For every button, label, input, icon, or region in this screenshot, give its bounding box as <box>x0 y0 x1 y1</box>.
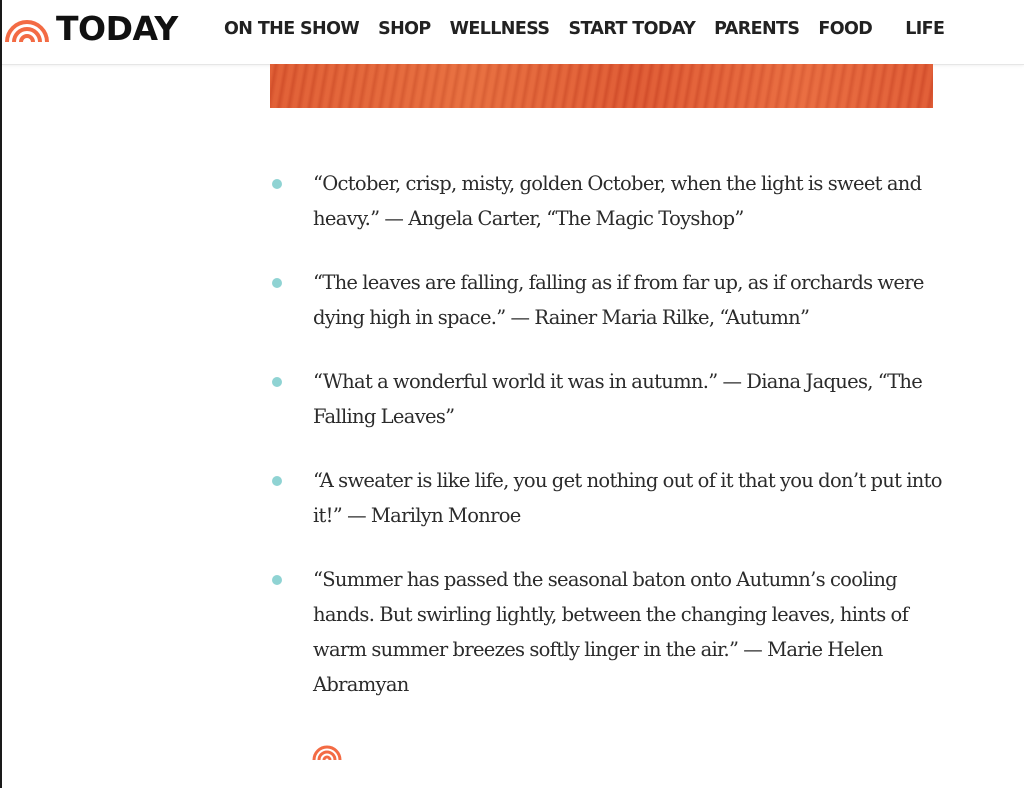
today-logo[interactable] <box>4 9 178 48</box>
quote-text: “Summer has passed the seasonal baton onto Autumn’s cooling hands. But swirling lightly, between the changing leaves, hints of warm summer breezes softly linger in the air.” — Marie Helen Abramyan <box>313 568 909 696</box>
quote-text: “A sweater is like life, you get nothing out of it that you don’t put into it!” — Marilyn Monroe <box>313 469 942 527</box>
nav-item-on-the-show[interactable]: ON THE SHOW <box>224 19 360 39</box>
bullet-dot-icon <box>272 575 282 585</box>
bullet-dot-icon <box>272 179 282 189</box>
site-header <box>2 0 1024 65</box>
logo-wordmark: TODAY <box>56 9 178 48</box>
list-item <box>270 463 950 533</box>
rainbow-end-icon <box>312 744 342 760</box>
list-item <box>270 364 950 434</box>
hero-image <box>270 64 933 108</box>
rainbow-logo-icon <box>4 16 50 42</box>
bullet-dot-icon <box>272 377 282 387</box>
bullet-dot-icon <box>272 476 282 486</box>
quote-text: “October, crisp, misty, golden October, when the light is sweet and heavy.” — Angela Carter, “The Magic Toyshop” <box>313 172 922 230</box>
nav-item-life[interactable]: LIFE <box>905 19 945 39</box>
quote-text: “The leaves are falling, falling as if from far up, as if orchards were dying high in space.” — Rainer Maria Rilke, “Autumn” <box>313 271 924 329</box>
main-nav <box>224 17 963 41</box>
end-mark <box>312 744 342 764</box>
nav-item-shop[interactable]: SHOP <box>378 19 431 39</box>
nav-item-wellness[interactable]: WELLNESS <box>449 19 550 39</box>
bullet-dot-icon <box>272 278 282 288</box>
list-item <box>270 562 950 702</box>
window-left-edge <box>0 0 2 788</box>
nav-item-food[interactable]: FOOD <box>818 19 873 39</box>
quote-list <box>270 166 950 702</box>
nav-item-parents[interactable]: PARENTS <box>714 19 800 39</box>
nav-item-start-today[interactable]: START TODAY <box>568 19 696 39</box>
list-item <box>270 166 950 236</box>
quote-text: “What a wonderful world it was in autumn.” — Diana Jaques, “The Falling Leaves” <box>313 370 923 428</box>
list-item <box>270 265 950 335</box>
